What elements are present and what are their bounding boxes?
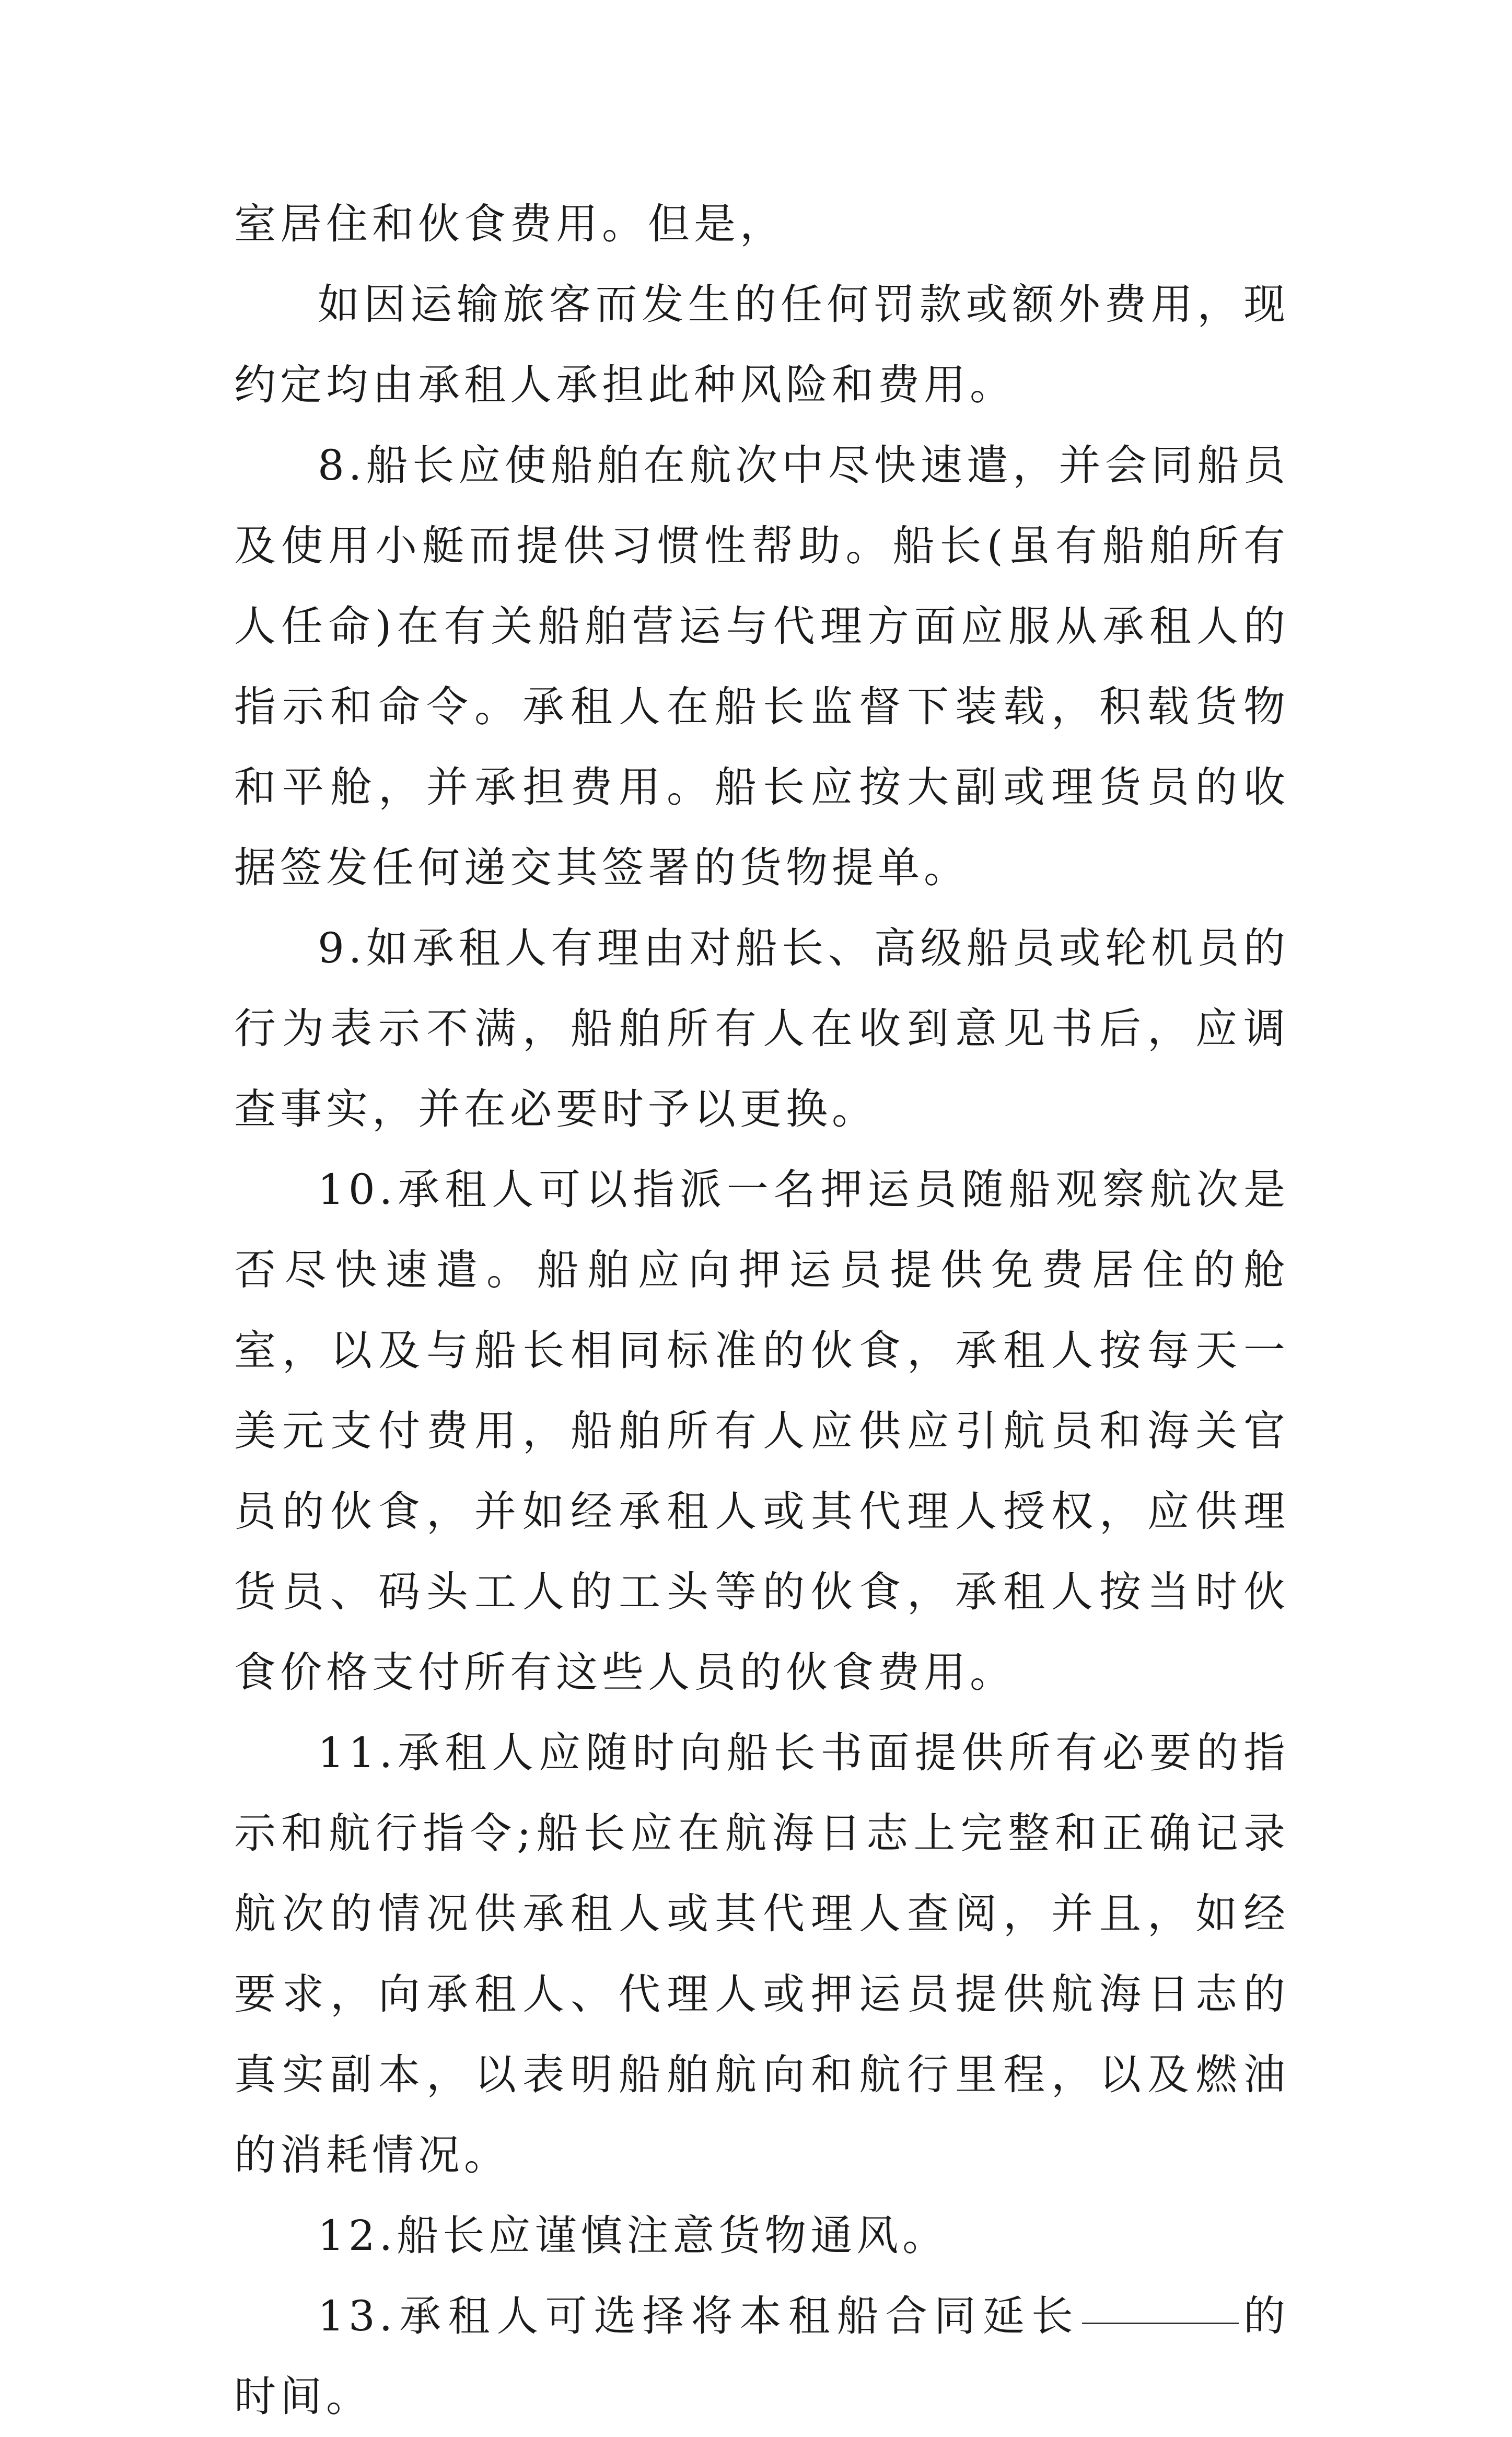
clause-8: 8.船长应使船舶在航次中尽快速遣，并会同船员及使用小艇而提供习惯性帮助。船长(虽有船舶所有人任命)在有关船舶营运与代理方面应服从承租人的指示和命令。承租人在船长监督下装载，积载货物和平舱，并承担费用。船长应按大副或理货员的收据签发任何递交其签署的货物提单。	[234, 441, 1289, 892]
clause-13-text-before: 13.承租人可选择将本租船合同延长	[318, 2292, 1080, 2340]
paragraph-continued: 室居住和伙食费用。但是，	[234, 200, 786, 248]
clause-9: 9.如承租人有理由对船长、高级船员或轮机员的行为表示不满，船舶所有人在收到意见书后，应调查事实，并在必要时予以更换。	[234, 924, 1289, 1133]
paragraph-passenger-fines: 如因运输旅客而发生的任何罚款或额外费用，现约定均由承租人承担此种风险和费用。	[234, 280, 1289, 409]
clause-10: 10.承租人可以指派一名押运员随船观察航次是否尽快速遣。船舶应向押运员提供免费居住的舱室，以及与船长相同标准的伙食，承租人按每天一美元支付费用，船舶所有人应供应引航员和海关官员的伙食，并如经承租人或其代理人授权，应供理货员、码头工人的工头等的伙食，承租人按当时伙食价格支付所有这些人员的伙食费用。	[234, 1165, 1289, 1697]
clause-12: 12.船长应谨慎注意货物通风。	[318, 2211, 949, 2260]
clause-13	[234, 2276, 1289, 2437]
fill-in-blank[interactable]	[1082, 2322, 1239, 2324]
clause-13-text-after: 的时间。	[234, 2292, 1290, 2421]
document-body	[234, 184, 1289, 2437]
clause-11: 11.承租人应随时向船长书面提供所有必要的指示和航行指令;船长应在航海日志上完整和正确记录航次的情况供承租人或其代理人查阅，并且，如经要求，向承租人、代理人或押运员提供航海日志的真实副本，以表明船舶航向和航行里程，以及燃油的消耗情况。	[234, 1728, 1289, 2179]
